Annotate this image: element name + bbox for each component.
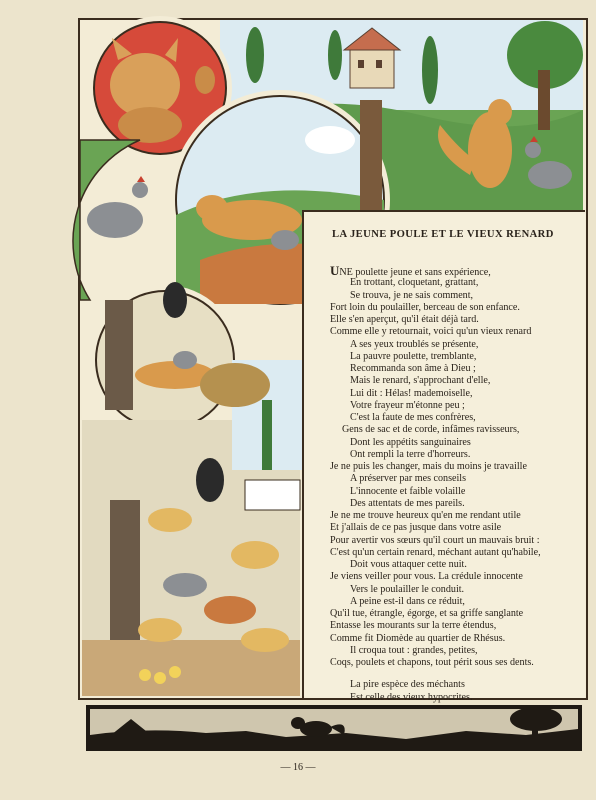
poem-line: C'est la faute de mes confrères,: [350, 412, 476, 423]
poem-line: Recommanda son âme à Dieu ;: [350, 363, 476, 374]
poem-line: Gens de sac et de corde, infâmes ravisseurs,: [342, 424, 520, 436]
poem-line: Comme elle y retournait, voici qu'un vieux renard: [330, 326, 532, 338]
poem-line: Lui dit : Hélas! mademoiselle,: [350, 387, 473, 399]
poem-line: La pauvre poulette, tremblante,: [350, 350, 477, 362]
poem-line: C'est qu'un certain renard, méchant autant qu'habile,: [330, 546, 541, 558]
poem-line: Votre frayeur m'étonne peu ;: [350, 399, 465, 411]
poem-line: Je viens veiller pour vous. La crédule innocente: [330, 571, 523, 583]
moral-line: Est celle des vieux hypocrites.: [350, 691, 473, 703]
poem-line: A ses yeux troublés se présente,: [350, 338, 479, 350]
hen-standing-panel: [73, 140, 148, 300]
poem-line: Et j'allais de ce pas jusque dans votre asile: [330, 522, 502, 534]
drop-cap: U: [330, 263, 340, 278]
fox-at-door-roundel: [90, 282, 240, 435]
poem-line: Se trouva, je ne sais comment,: [350, 289, 474, 301]
poem-title: LA JEUNE POULE ET LE VIEUX RENARD: [332, 229, 554, 240]
poem-line: Qu'il tue, étrangle, égorge, et sa griffe sanglante: [330, 608, 524, 619]
poem-line: Vers le poulailler le conduit.: [350, 583, 465, 595]
poem-line: Des attentats de mes pareils.: [350, 497, 465, 509]
poem-line: Je ne puis les changer, mais du moins je travaille: [330, 461, 527, 472]
poem-line: L'innocente et faible volaille: [350, 485, 466, 497]
poem-text: [330, 265, 592, 704]
night-silhouette-strip: [86, 705, 582, 751]
moral-line: La pire espèce des méchants: [350, 679, 465, 691]
poem-line: [330, 265, 592, 277]
poem-line: Elle s'en aperçut, qu'il était déjà tard.: [330, 314, 479, 325]
poem-line: A peine est-il dans ce réduit,: [350, 595, 465, 607]
poem-line: Mais le renard, s'approchant d'elle,: [350, 375, 491, 387]
poem-line: Pour avertir vos sœurs qu'il court un mauvais bruit :: [330, 534, 540, 546]
poem-line: En trottant, cloquetant, grattant,: [350, 277, 479, 289]
poem-line: Entasse les mourants sur la terre étendus,: [330, 620, 497, 632]
poem-line: Comme fit Diomède au quartier de Rhésus.: [330, 632, 506, 644]
stanza-gap: [330, 669, 592, 679]
poem-line: Ont rempli la terre d'horreurs.: [350, 448, 471, 460]
poem-line: Fort loin du poulailler, berceau de son enfance.: [330, 301, 520, 313]
page-number: — 16 —: [280, 762, 316, 773]
poem-line: Je ne me trouve heureux qu'en me rendant utile: [330, 510, 521, 521]
poem-line: A préserver par mes conseils: [350, 473, 467, 485]
poem-line: Il croqua tout : grandes, petites,: [350, 644, 478, 656]
poem-line: Coqs, poulets et chapons, tout périt sous ses dents.: [330, 657, 534, 668]
first-line: NE poulette jeune et sans expérience,: [339, 267, 491, 278]
poem-line: Dont les appétits sanguinaires: [350, 436, 471, 448]
poem-line: Doit vous attaquer cette nuit.: [350, 559, 467, 570]
